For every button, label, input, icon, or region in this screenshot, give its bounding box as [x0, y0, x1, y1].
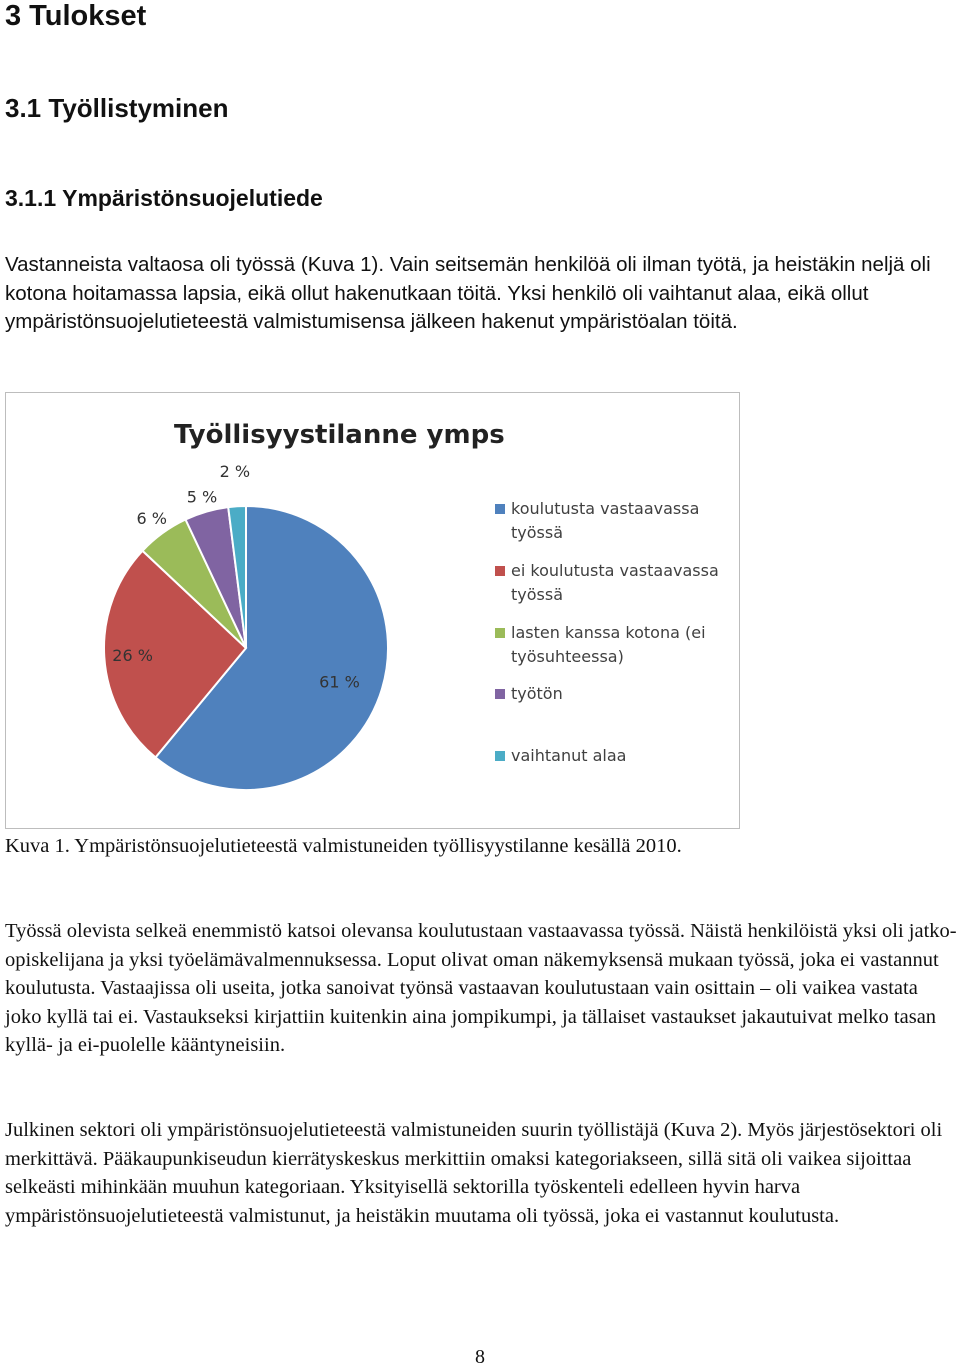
slice-value-label: 26 % [112, 646, 153, 666]
legend-label: työtön [511, 684, 563, 703]
heading-1: 3 Tulokset [5, 0, 147, 32]
legend-label: vaihtanut alaa [511, 746, 627, 765]
legend-swatch [495, 504, 505, 514]
body-paragraph-3: Julkinen sektori oli ympäristönsuojelutieteestä valmistuneiden suurin työllistäjä (Kuva 2). Myös järjestösektori oli merkittävä. Pääkaupunkiseudun kierrätyskeskus merkittiin omaksi kategoriakseen, sillä sitä oli vaikea sijoittaa selkeästi mihinkään muuhun kategoriaan. Yksityisellä sektorilla työskenteli edelleen hyvin harva ympäristönsuojelutieteestä valmistunut, ja heistäkin muutama oli työssä, joka ei vastannut koulutusta. [5, 1119, 943, 1227]
legend-label: koulutusta vastaavassa [511, 499, 700, 518]
intro-paragraph: Vastanneista valtaosa oli työssä (Kuva 1). Vain seitsemän henkilöä oli ilman työtä, ja heistäkin neljä oli kotona hoitamassa lapsia, eikä ollut hakenutkaan töitä. Yksi henkilö oli vaihtanut alaa, eikä ollut ympäristönsuojelutieteestä valmistumisensa jälkeen hakenut ympäristöalan töitä. [5, 253, 931, 334]
legend-swatch [495, 628, 505, 638]
legend-label: työssä [511, 585, 564, 604]
legend-label: lasten kanssa kotona (ei [511, 623, 706, 642]
legend-swatch [495, 689, 505, 699]
pie-chart [6, 393, 741, 830]
heading-2: 3.1 Työllistyminen [5, 93, 229, 123]
pie-chart-figure [5, 392, 740, 829]
legend-swatch [495, 566, 505, 576]
heading-3: 3.1.1 Ympäristönsuojelutiede [5, 185, 323, 211]
page-number: 8 [475, 1346, 485, 1368]
legend-label: työsuhteessa) [511, 647, 624, 666]
slice-value-label: 6 % [136, 509, 167, 529]
legend-label: ei koulutusta vastaavassa [511, 561, 719, 580]
slice-value-label: 2 % [219, 461, 251, 481]
legend-swatch [495, 751, 505, 761]
slice-value-label: 5 % [186, 487, 218, 507]
chart-title: Työllisyystilanne ymps [174, 420, 505, 450]
figure-caption: Kuva 1. Ympäristönsuojelutieteestä valmistuneiden työllisyystilanne kesällä 2010. [5, 835, 682, 857]
legend-label: työssä [511, 523, 564, 542]
slice-value-label: 61 % [319, 672, 360, 692]
body-paragraph-2: Työssä olevista selkeä enemmistö katsoi olevansa koulutustaan vastaavassa työssä. Näistä henkilöistä yksi oli jatko-opiskelijana ja yksi työelämävalmennuksessa. Loput olivat oman näkemyksensä mukaan työssä, joka ei vastannut koulutusta. Vastaajissa oli useita, jotka sanoivat työnsä vastaavan koulutustaan vain osittain – oli vaikea vastata joko kyllä tai ei. Vastaukseksi kirjattiin kuitenkin aina jompikumpi, ja tällaiset vastaukset jakautuivat melko tasan kyllä- ja ei-puolelle kääntyneisiin. [5, 920, 957, 1057]
